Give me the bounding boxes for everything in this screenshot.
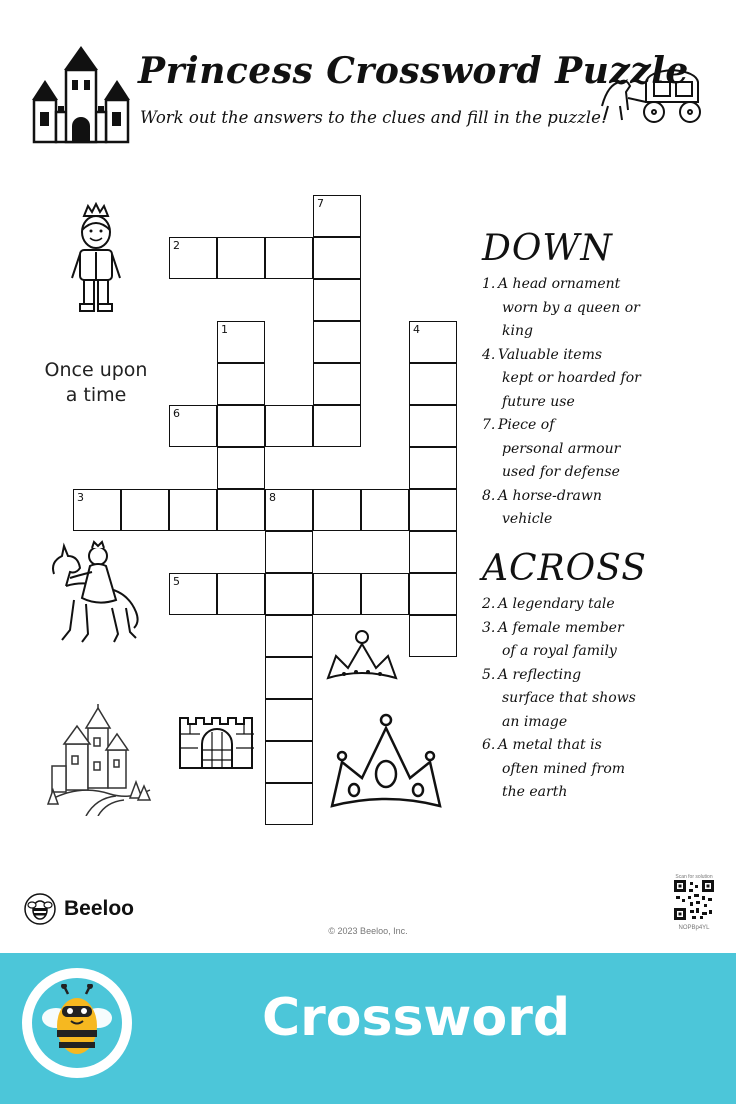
clue-number — [482, 297, 498, 321]
across-heading: ACROSS — [482, 548, 647, 589]
clue-text: the earth — [502, 784, 568, 800]
clue-number: 6 — [173, 407, 180, 420]
across-clue-line — [482, 640, 652, 664]
across-clue-line — [482, 734, 652, 758]
crossword-cell[interactable] — [169, 489, 217, 531]
princess-unicorn-illustration — [44, 534, 148, 650]
clue-text: often mined from — [502, 760, 626, 777]
across-clue-line — [482, 593, 652, 617]
clue-number: 1 — [221, 323, 228, 336]
crossword-cell[interactable] — [73, 489, 121, 531]
crossword-cell[interactable] — [409, 615, 457, 657]
across-clue-line — [482, 617, 652, 641]
down-clue-line — [482, 297, 652, 321]
clue-text: used for defense — [502, 464, 620, 480]
qr-code-icon[interactable] — [674, 880, 714, 920]
crossword-cell[interactable] — [313, 321, 361, 363]
banner-title: Crossword — [262, 988, 571, 1048]
clue-number: 2. — [482, 596, 496, 612]
down-clue-line — [482, 508, 652, 532]
clue-number: 4. — [482, 346, 496, 363]
crossword-cell[interactable] — [169, 573, 217, 615]
across-clue-list — [482, 593, 652, 805]
crossword-cell[interactable] — [265, 405, 313, 447]
clue-number: 1. — [482, 276, 496, 292]
castle-icon — [28, 42, 134, 146]
clue-text: surface that shows — [502, 690, 636, 706]
crossword-cell[interactable] — [265, 657, 313, 699]
clue-number: 4 — [413, 323, 420, 336]
crossword-cell[interactable] — [313, 363, 361, 405]
prince-illustration — [66, 202, 126, 314]
across-clue-line — [482, 781, 652, 805]
clue-text: A legendary tale — [498, 596, 615, 612]
clue-number — [482, 438, 498, 462]
clue-number: 7 — [317, 197, 324, 210]
clue-number: 8. — [482, 487, 496, 504]
across-clues — [482, 548, 652, 805]
clue-text: A female member — [498, 619, 624, 636]
clue-number — [482, 391, 498, 415]
crossword-cell[interactable] — [313, 195, 361, 237]
page-subtitle: Work out the answers to the clues and fill in the puzzle. — [140, 108, 607, 127]
clue-number — [482, 687, 498, 711]
down-clue-line — [482, 485, 652, 509]
bee-mascot-icon — [38, 984, 116, 1062]
crossword-cell[interactable] — [409, 573, 457, 615]
clue-text: personal armour — [502, 440, 621, 457]
clue-number — [482, 461, 498, 485]
across-clue-line — [482, 758, 652, 782]
clue-text: Valuable items — [498, 346, 603, 363]
crossword-cell[interactable] — [361, 573, 409, 615]
crossword-cell[interactable] — [169, 405, 217, 447]
crossword-cell[interactable] — [265, 783, 313, 825]
clue-number — [482, 758, 498, 782]
crossword-cell[interactable] — [265, 237, 313, 279]
down-clue-line — [482, 344, 652, 368]
crossword-cell[interactable] — [217, 573, 265, 615]
clue-text: vehicle — [502, 511, 553, 527]
down-clue-line — [482, 320, 652, 344]
down-clue-line — [482, 438, 652, 462]
clue-number: 3. — [482, 619, 496, 636]
crossword-cell[interactable] — [409, 531, 457, 573]
clue-number: 5. — [482, 666, 496, 683]
crossword-cell[interactable] — [313, 405, 361, 447]
clue-number — [482, 367, 498, 391]
crossword-cell[interactable] — [217, 489, 265, 531]
bee-logo-icon — [24, 893, 56, 925]
clue-number — [482, 711, 498, 735]
castle-landscape-illustration — [46, 704, 152, 816]
clue-text: A metal that is — [498, 737, 602, 753]
crossword-cell[interactable] — [409, 363, 457, 405]
down-clue-line — [482, 461, 652, 485]
clue-number: 5 — [173, 575, 180, 588]
down-clues — [482, 228, 652, 532]
crossword-cell[interactable] — [217, 237, 265, 279]
clue-number: 7. — [482, 417, 496, 433]
clue-number — [482, 320, 498, 344]
clue-number: 2 — [173, 239, 180, 252]
clue-text: kept or hoarded for — [502, 370, 641, 386]
crossword-cell[interactable] — [265, 741, 313, 783]
down-heading: DOWN — [482, 228, 613, 269]
down-clue-line — [482, 367, 652, 391]
crossword-cell[interactable] — [265, 615, 313, 657]
clue-text: A head ornament — [498, 276, 621, 292]
crossword-cell[interactable] — [265, 531, 313, 573]
crossword-cell[interactable] — [265, 573, 313, 615]
solution-qr[interactable] — [668, 874, 720, 931]
crossword-cell[interactable] — [169, 237, 217, 279]
crossword-cell[interactable] — [217, 405, 265, 447]
crossword-cell[interactable] — [409, 321, 457, 363]
carriage-icon — [598, 62, 708, 126]
clue-number: 8 — [269, 491, 276, 504]
crossword-cell[interactable] — [409, 447, 457, 489]
crossword-cell[interactable] — [217, 363, 265, 405]
clue-text: worn by a queen or — [502, 299, 640, 316]
large-crown-icon — [328, 712, 446, 810]
qr-code-text: NOPBp4YL — [678, 925, 710, 931]
clue-number: 3 — [77, 491, 84, 504]
crossword-cell[interactable] — [265, 489, 313, 531]
crossword-cell[interactable] — [313, 489, 361, 531]
copyright-text: © 2023 Beeloo, Inc. — [328, 926, 408, 936]
clue-number — [482, 781, 498, 805]
clue-text: Piece of — [498, 417, 555, 433]
crossword-cell[interactable] — [265, 699, 313, 741]
down-clue-line — [482, 414, 652, 438]
clue-text: future use — [502, 393, 575, 410]
crossword-cell[interactable] — [217, 321, 265, 363]
crossword-cell[interactable] — [361, 489, 409, 531]
clue-text: an image — [502, 713, 568, 730]
down-clue-line — [482, 391, 652, 415]
clue-number — [482, 640, 498, 664]
clue-number — [482, 508, 498, 532]
across-clue-line — [482, 711, 652, 735]
castle-gate-illustration — [178, 710, 256, 770]
clue-text: king — [502, 323, 533, 339]
brand — [24, 893, 134, 925]
clue-text: A horse-drawn — [498, 487, 602, 504]
page-title: Princess Crossword Puzzle — [138, 50, 689, 92]
clue-text: A reflecting — [498, 666, 582, 683]
across-clue-line — [482, 664, 652, 688]
crossword-cell[interactable] — [313, 573, 361, 615]
down-clue-line — [482, 273, 652, 297]
crossword-cell[interactable] — [313, 237, 361, 279]
clue-text: of a royal family — [502, 643, 617, 659]
qr-caption: Scan for solution — [675, 874, 713, 880]
once-upon-a-time-text: Once upon a time — [44, 359, 148, 406]
across-clue-line — [482, 687, 652, 711]
crossword-cell[interactable] — [313, 279, 361, 321]
clue-number: 6. — [482, 737, 496, 753]
brand-name: Beeloo — [64, 897, 135, 920]
crossword-cell[interactable] — [409, 489, 457, 531]
crossword-cell[interactable] — [409, 405, 457, 447]
down-clue-list — [482, 273, 652, 532]
crossword-cell[interactable] — [217, 447, 265, 489]
small-crown-icon — [324, 628, 400, 684]
crossword-cell[interactable] — [121, 489, 169, 531]
